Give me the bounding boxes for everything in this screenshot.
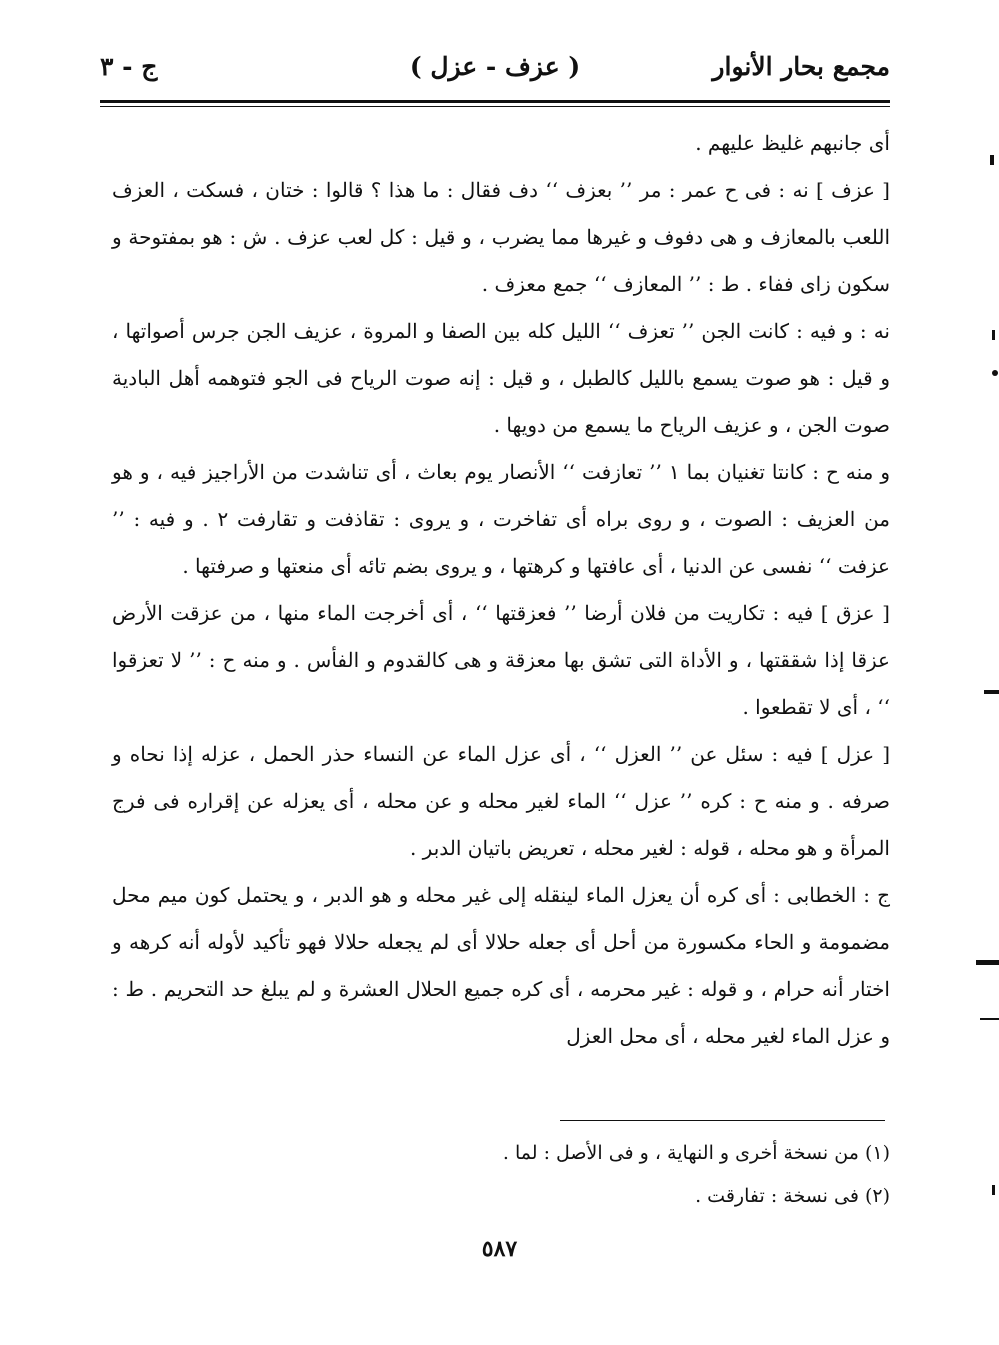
footnotes [112,1132,890,1218]
entry-azq: [ عزق ] فيه : تكاريت من فلان أرضا ’’ فعزقتها ‘‘ ، أى أخرجت الماء منها ، من عزقت الأرض عزقا إذا شققتها ، و الأداة التى تشق بها معزقة و هى كالقدوم و الفأس . و منه ح : ’’ لا تعزقوا ‘‘ ، أى لا تقطعوا . [112,601,890,719]
entry-azf: [ عزف ] نه : فى ح عمر : مر ’’ بعزف ‘‘ دف فقال : ما هذا ؟ قالوا : ختان ، فسكت ، العزف اللعب بالمعازف و هى دفوف و غيرها مما يضرب ، و قيل : كل لعب عزف . ش : هو بمفتوحة و سكون زاى ففاء . ط : ’’ المعازف ‘‘ جمع معزف . [112,178,890,296]
main-text [112,120,890,1060]
paragraph-jinn: نه : و فيه : كانت الجن ’’ تعزف ‘‘ الليل كله بين الصفا و المروة ، عزيف الجن جرس أصواتها ، و قيل : هو صوت يسمع بالليل كالطبل ، و قيل : إنه صوت الرياح فى الجو فتوهمه أهل البادية صوت الجن ، و عزيف الرياح ما يسمع من دويها . [112,319,890,437]
scan-mark [980,1018,999,1020]
scan-mark [984,690,999,694]
volume-label: ج - ٣ [100,52,158,81]
scan-mark [992,370,998,376]
scan-mark [990,155,994,165]
paragraph-khattabi: ج : الخطابى : أى كره أن يعزل الماء لينقله إلى غير محله و هو الدبر ، و يحتمل كون ميم محل مضمومة و الحاء مكسورة من أحل أى جعله حلالا أى لم يجعله حلالا فهو تأكيد لأوله أنه كرهه و اختار أنه حرام ، و قوله : غير محرمه ، أى كره جميع الحلال العشرة و لم يبلغ حد التحريم . ط : و عزل الماء لغير محله ، أى محل العزل [112,883,890,1048]
header-rule [100,100,890,103]
scan-mark [992,330,995,340]
header-rule-thin [100,106,890,107]
entry-range: ( عزف - عزل ) [409,52,581,81]
paragraph-taazafat: و منه ح : كانتا تغنيان بما ١ ’’ تعازفت ‘‘ الأنصار يوم بعاث ، أى تناشدت من الأراجيز فيه ، و هو من العزيف : الصوت ، و روى براه أى تفاخرت ، و يروى : تقاذفت و تقارفت ٢ . و فيه : ’’ عزفت ‘‘ نفسى عن الدنيا ، أى عافتها و كرهتها ، و يروى بضم تائه أى منعتها و صرفتها . [112,460,891,578]
scan-mark [992,1185,995,1195]
scan-mark [976,960,999,965]
page-number: ٥٨٧ [481,1236,518,1262]
footnote-rule [560,1120,885,1121]
footnote-2: (٢) فى نسخة : تفارقت . [695,1185,890,1207]
paragraph-continuation: أى جانبهم غليظ عليهم . [695,131,890,155]
footnote-1: (١) من نسخة أخرى و النهاية ، و فى الأصل : لما . [502,1142,890,1164]
running-header [100,52,890,96]
book-title: مجمع بحار الأنوار [712,52,890,81]
entry-azl: [ عزل ] فيه : سئل عن ’’ العزل ‘‘ ، أى عزل الماء عن النساء حذر الحمل ، عزله إذا نحاه و صرفه . و منه ح : كره ’’ عزل ‘‘ الماء لغير محله و عن محله ، أى يعزله عن إقراره فى فرج المرأة و هو محله ، قوله : لغير محله ، تعريض باتيان الدبر . [112,742,890,860]
